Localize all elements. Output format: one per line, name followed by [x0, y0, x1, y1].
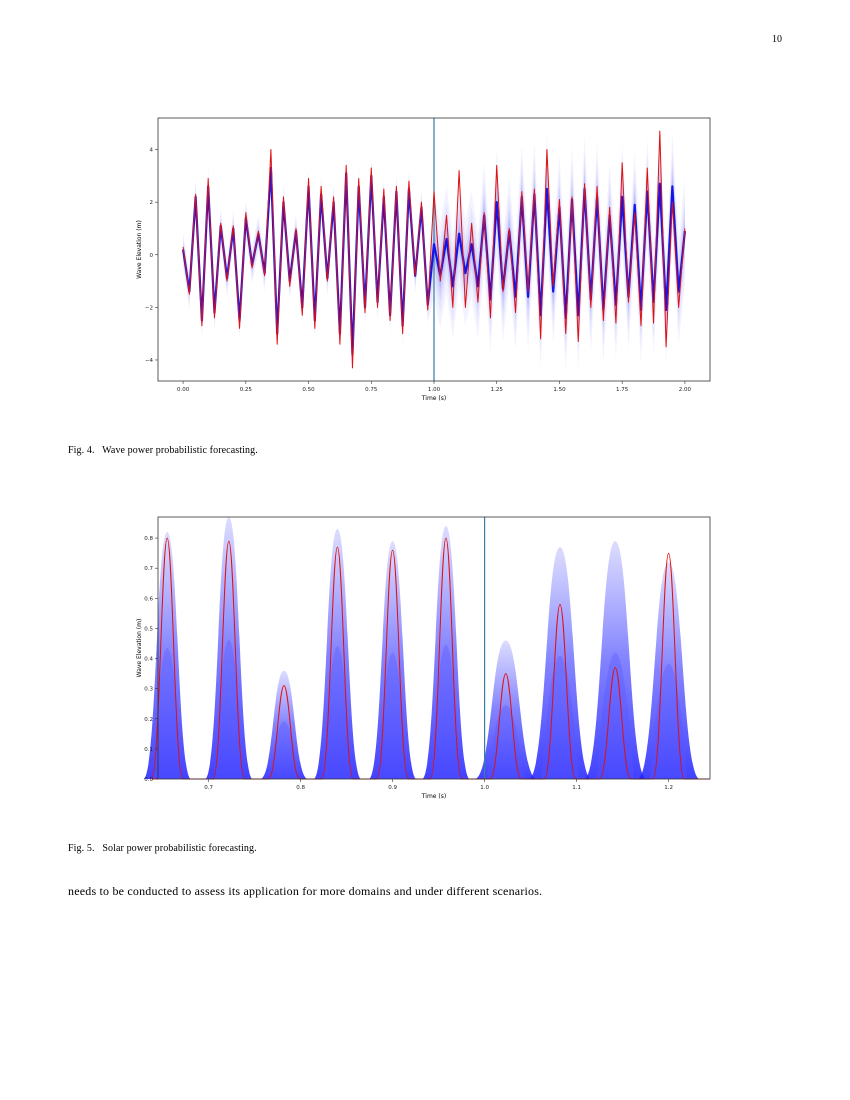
y-tick-label: 0.5 — [144, 626, 153, 633]
figure-5-caption-label: Fig. 5. — [68, 843, 95, 854]
x-axis-ticks — [204, 779, 673, 791]
x-tick-label: 0.75 — [365, 387, 378, 393]
x-tick-label: 1.75 — [616, 387, 629, 393]
y-tick-label: 4 — [149, 147, 153, 154]
figure-4-caption-label: Fig. 4. — [68, 445, 95, 456]
y-tick-label: −4 — [144, 357, 153, 364]
y-tick-label: 0 — [149, 252, 153, 259]
y-axis-label: Wave Elevation (m) — [136, 618, 143, 678]
figure-5-solar-chart — [130, 510, 730, 810]
x-axis-label: Time (s) — [421, 395, 447, 402]
figure-5-caption-text: Solar power probabilistic forecasting. — [102, 843, 257, 854]
x-tick-label: 1.2 — [664, 785, 673, 791]
y-tick-label: 0.2 — [144, 716, 153, 723]
y-tick-label: 0.3 — [144, 686, 153, 693]
x-tick-label: 1.00 — [427, 387, 441, 393]
figure-4-caption-text: Wave power probabilistic forecasting. — [102, 445, 258, 456]
y-tick-label: 0.8 — [144, 536, 153, 543]
x-tick-label: 1.1 — [572, 785, 581, 791]
figure-5-caption — [68, 843, 257, 854]
y-axis-ticks — [145, 148, 158, 364]
y-tick-label: 2 — [149, 200, 153, 207]
page-number: 10 — [772, 34, 782, 45]
figure-4-caption — [68, 445, 258, 456]
x-tick-label: 1.50 — [553, 387, 566, 393]
x-tick-label: 0.9 — [388, 785, 397, 791]
y-tick-label: 0.6 — [144, 596, 153, 603]
y-tick-label: −2 — [144, 305, 153, 312]
x-tick-label: 0.25 — [239, 387, 252, 393]
y-tick-label: 0.4 — [144, 656, 153, 663]
x-tick-label: 1.25 — [490, 387, 503, 393]
x-tick-label: 0.50 — [302, 387, 315, 393]
y-tick-label: 0.1 — [144, 746, 153, 753]
y-tick-label: 0.0 — [144, 777, 153, 783]
x-tick-label: 2.00 — [678, 387, 692, 393]
y-axis-label: Wave Elevation (m) — [136, 220, 143, 279]
x-tick-label: 0.8 — [296, 785, 305, 791]
x-tick-label: 0.00 — [176, 387, 190, 393]
x-axis-label: Time (s) — [421, 793, 447, 800]
x-tick-label: 0.7 — [204, 785, 213, 791]
x-axis-ticks — [177, 381, 692, 393]
body-paragraph: needs to be conducted to assess its application for more domains and under different scenarios. — [68, 884, 543, 898]
figure-4-wave-chart — [130, 112, 730, 412]
x-tick-label: 1.0 — [480, 785, 489, 791]
y-tick-label: 0.7 — [144, 566, 153, 573]
